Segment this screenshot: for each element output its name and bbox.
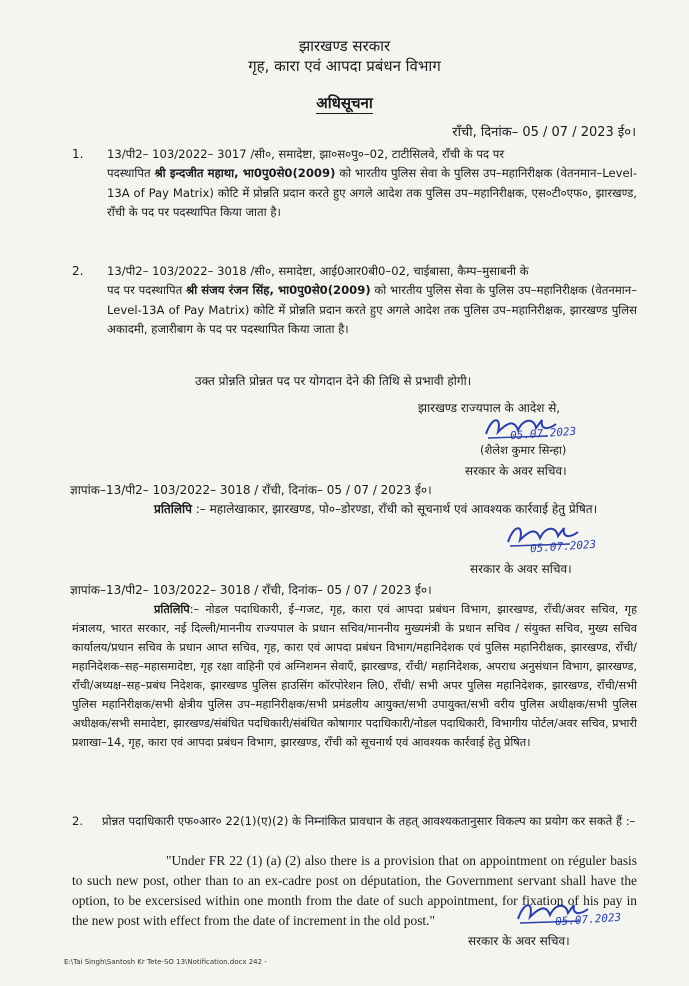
notification-date: राँची, दिनांक– 05 / 07 / 2023 ई०। xyxy=(452,125,636,140)
item-1-name: श्री इन्दजीत महाथा, भा0पु0से0(2009) xyxy=(154,166,336,180)
memo-1-ref: ज्ञापांक–13/पी2– 103/2022– 3018 / राँची, दिनांक– 05 / 07 / 2023 ई०। xyxy=(70,483,432,497)
memo-1-label: प्रतिलिपि xyxy=(154,502,192,516)
signature-2-date: 05.07.2023 xyxy=(529,537,597,556)
item-2-name: श्री संजय रंजन सिंह, भा0पु0से0(2009) xyxy=(185,283,371,297)
document-title-text: अधिसूचना xyxy=(316,94,373,112)
item-2-text-b: को भारतीय पुलिस सेवा के पुलिस उप–महानिरीक्षक (वेतनमान–Level-13A of Pay Matrix) कोटि में प्रोन्नति प्रदान करते हुए अगले आदेश तक पुलिस उप–महानिरीक्षक, झारखण्ड पुलिस अकादमी, हजारीबाग के पद पर पदस्थापित किया जाता है। xyxy=(107,283,637,336)
footer-file-path: E:\Tai Singh\Santosh Kr Tete-SO 13\Notification.docx 242 - xyxy=(64,958,267,966)
item-2-body xyxy=(107,281,637,340)
signatory-title-3: सरकार के अवर सचिव। xyxy=(468,934,570,948)
item-1-body xyxy=(107,164,637,223)
effect-line: उक्त प्रोन्नति प्रोन्नत पद पर योगदान देने की तिथि से प्रभावी होगी। xyxy=(195,374,472,388)
order-line: झारखण्ड राज्यपाल के आदेश से, xyxy=(418,401,561,415)
item-2-line1: 13/पी2– 103/2022– 3018 /सी०, समादेष्टा, आई0आर0बी0–02, चाईबासा, कैम्प–मुसाबनी के xyxy=(107,264,529,278)
signatory-title-1: सरकार के अवर सचिव। xyxy=(465,464,567,478)
signature-1-date: 05.07.2023 xyxy=(509,424,577,443)
document-title xyxy=(0,93,689,113)
para-2 xyxy=(72,812,637,832)
item-1-text-a: पदस्थापित xyxy=(107,166,155,180)
item-1-line1: 13/पी2– 103/2022– 3017 /सी०, समादेष्टा, झा०स०पु०–02, टाटीसिलवे, राँची के पद पर xyxy=(107,147,505,161)
item-2-text-a: पद पर पदस्थापित xyxy=(107,283,186,297)
signatory-title-2: सरकार के अवर सचिव। xyxy=(470,562,572,576)
para-2-text: प्रोन्नत पदाधिकारी एफ०आर० 22(1)(ए)(2) के निम्नांकित प्रावधान के तहत् आवश्यकतानुसार विकल्प का प्रयोग कर सकते हैं :– xyxy=(102,814,636,828)
signatory-name: (शैलेश कुमार सिन्हा) xyxy=(480,443,567,457)
item-1-text-b: को भारतीय पुलिस सेवा के पुलिस उप–महानिरीक्षक (वेतनमान–Level-13A of Pay Matrix) कोटि में प्रोन्नति प्रदान करते हुए अगले आदेश तक पुलिस उप–महानिरीक्षक, एस०टी०एफ०, झारखण्ड, राँची के पद पर पदस्थापित किया जाता है। xyxy=(107,166,638,219)
memo-2-text: :– नोडल पदाधिकारी, ई–गजट, गृह, कारा एवं आपदा प्रबंधन विभाग, झारखण्ड, राँची/अवर सचिव, गृह मंत्रालय, भारत सरकार, नई दिल्ली/माननीय राज्यपाल के प्रधान सचिव/माननीय मुख्यमंत्री के प्रधान सचिव / संयुक्त सचिव, मुख्य सचिव कार्यालय/प्रधान सचिव के प्रधान आप्त सचिव, गृह, कारा एवं आपदा प्रबंधन विभाग/महानिदेशक एवं पुलिस महानिरीक्षक, झारखण्ड, राँची/महानिदेशक–सह–महासमादेष्टा, गृह रक्षा वाहिनी एवं अग्निशमन सेवाएँ, झारखण्ड, राँची/ महानिदेशक, अपराध अनुसंधान विभाग, झारखण्ड, राँची/अध्यक्ष–सह–प्रबंध निदेशक, झारखण्ड पुलिस हाउसिंग कॉरपोरेशन लि0, राँची/ सभी अपर पुलिस महानिदेशक, झारखण्ड, राँची/सभी पुलिस महानिरीक्षक/सभी क्षेत्रीय पुलिस उप–महानिरीक्षक/सभी प्रमंडलीय आयुक्त/सभी उपायुक्त/सभी वरीय पुलिस अधीक्षक/सभी पुलिस अधीक्षक/सभी समादेष्टा, झारखण्ड/संबंधित पदधिकारी/संबंधित कोषागार पदाधिकारी/नोडल पदाधिकारी, विभागीय पोर्टल/अवर सचिव, प्रभारी प्रशाखा–14, गृह, कारा एवं आपदा प्रबंधन विभाग, झारखण्ड, राँची को सूचनार्थ एवं आवश्यक कार्रवाई हेतु प्रेषित। xyxy=(72,603,637,749)
memo-2-body xyxy=(72,600,637,752)
dept-header: गृह, कारा एवं आपदा प्रबंधन विभाग xyxy=(248,57,441,75)
memo-2-ref: ज्ञापांक–13/पी2– 103/2022– 3018 / राँची, दिनांक– 05 / 07 / 2023 ई०। xyxy=(70,583,432,597)
fr-22-quote: "Under FR 22 (1) (a) (2) also there is a provision that on appointment on réguler basis to such new post, other than to an ex-cadre post on députation, the Government servant shall have the option, to be excersised within one month from the date of such appointment, for fixation of his pay in the new post with effect from the date of increment in the old post." xyxy=(72,853,637,928)
memo-1-text: :– महालेखाकार, झारखण्ड, पो०–डोरण्डा, राँची को सूचनार्थ एवं आवश्यक कार्रवाई हेतु प्रेषित। xyxy=(191,502,598,516)
para-2-number: 2. xyxy=(72,814,84,828)
memo-2-label: प्रतिलिपि xyxy=(154,603,190,616)
govt-header: झारखण्ड सरकार xyxy=(298,37,391,55)
signature-3-date: 05.07.2023 xyxy=(554,910,622,929)
item-1-number: 1. xyxy=(72,147,84,161)
item-2-number: 2. xyxy=(72,264,84,278)
memo-1-body xyxy=(72,500,637,520)
